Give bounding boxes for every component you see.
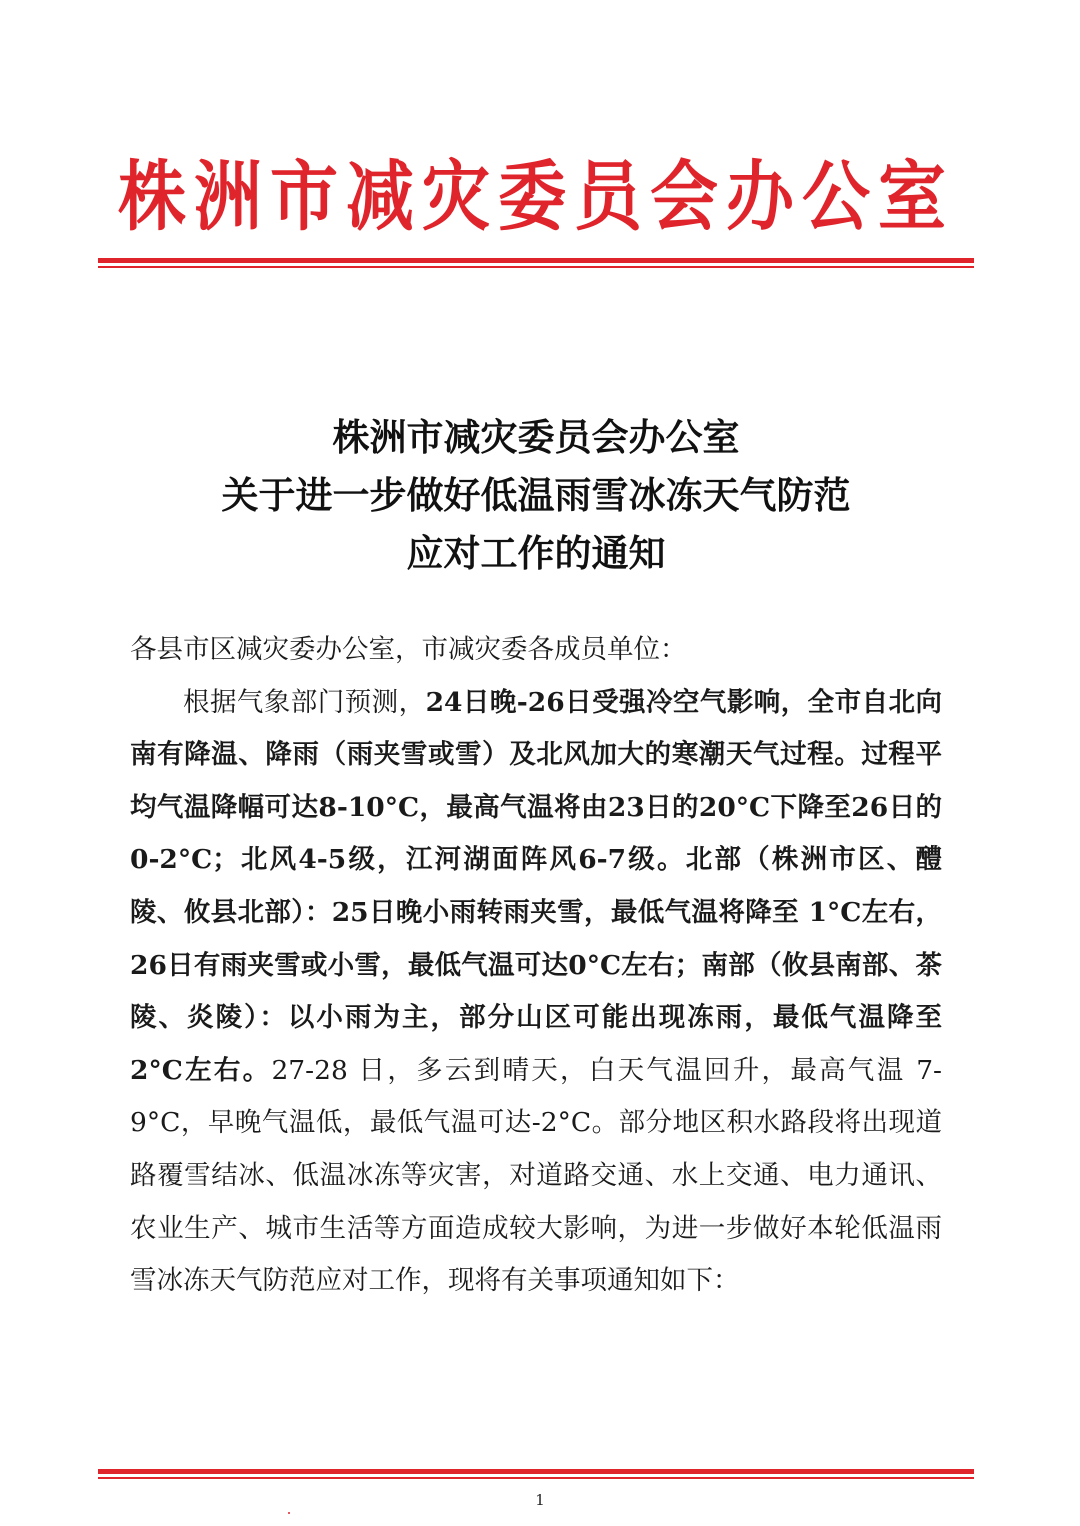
scan-speck — [288, 1512, 290, 1514]
page-number: 1 — [535, 1491, 545, 1509]
title-line-1: 株洲市减灾委员会办公室 — [332, 415, 740, 459]
paragraph-intro: 根据气象部门预测， — [183, 686, 426, 718]
title-line-2: 关于进一步做好低温雨雪冰冻天气防范 — [221, 473, 851, 517]
footer-divider — [98, 1469, 974, 1479]
body-paragraph — [130, 677, 942, 1308]
document-body — [130, 624, 942, 1308]
masthead-title: 株洲市减灾委员会办公室 — [117, 153, 954, 243]
paragraph-continuation: 27-28 日，多云到晴天，白天气温回升，最高气温 7-9°C，早晚气温低，最低气温可达-2°C。部分地区积水路段将出现道路覆雪结冰、低温冰冻等灾害，对道路交通、水上交通、电力通讯、农业生产、城市生活等方面造成较大影响，为进一步做好本轮低温雨雪冰冻天气防范应对工作，现将有关事项通知如下： — [130, 1054, 943, 1297]
paragraph-forecast: 24日晚-26日受强冷空气影响，全市自北向南有降温、降雨（雨夹雪或雪）及北风加大的寒潮天气过程。过程平均气温降幅可达8-10°C，最高气温将由23日的20°C下降至26日的0-2°C；北风4-5级，江河湖面阵风6-7级。北部（株洲市区、醴陵、攸县北部）：25日晚小雨转雨夹雪，最低气温将降至 1°C左右，26日有雨夹雪或小雪，最低气温可达0°C左右；南部（攸县南部、茶陵、炎陵）：以小雨为主，部分山区可能出现冻雨，最低气温降至 2°C左右。 — [130, 686, 942, 1086]
document-title — [98, 408, 974, 582]
masthead-divider — [98, 258, 974, 268]
title-line-3: 应对工作的通知 — [406, 531, 666, 575]
salutation: 各县市区减灾委办公室，市减灾委各成员单位： — [130, 634, 687, 665]
